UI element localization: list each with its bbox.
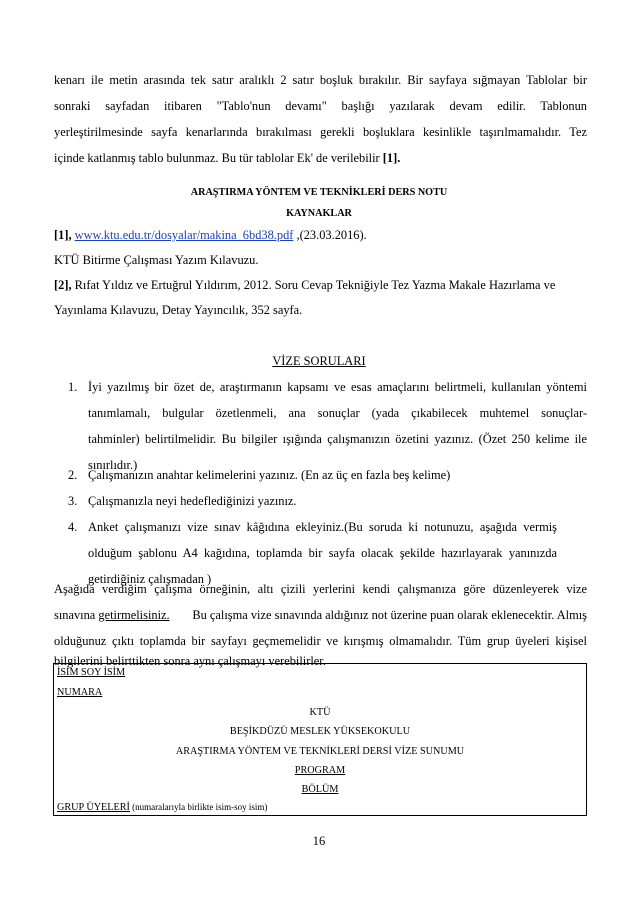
box-course: ARAŞTIRMA YÖNTEM VE TEKNİKLERİ DERSİ VİZE SUNUMU xyxy=(175,746,465,757)
instructions-line-2 xyxy=(54,602,587,628)
references-heading: KAYNAKLAR xyxy=(286,208,352,219)
question-4-line-1: Anket çalışmanızı vize sınav kâğıdına ekleyiniz.(Bu soruda ki notunuzu, aşağıda vermiş xyxy=(88,520,557,534)
question-2-number: 2. xyxy=(68,468,78,482)
box-university: KTÜ xyxy=(309,707,331,718)
instructions-line-2-lead xyxy=(54,602,170,628)
question-1-line-4: sınırlıdır.) xyxy=(88,458,138,472)
question-1-line-3: tahminler) belirtilmelidir. Bu bilgiler ışığında çalışmanızın özetini yazınız. (Özet 250 kelime ile xyxy=(88,432,587,446)
intro-line-4 xyxy=(54,145,400,171)
reference-2-line-1: Rıfat Yıldız ve Ertuğrul Yıldırım, 2012. Soru Cevap Tekniğiyle Tez Yazma Makale Hazırlama ve xyxy=(71,278,556,292)
reference-1-date: ,(23.03.2016). xyxy=(293,228,367,242)
template-box xyxy=(53,663,587,816)
instructions-line-3: olduğunuz çıktı toplamda bir sayfayı geçmemelidir ve kırışmış olmamalıdır. Tüm grup üyeleri kişisel xyxy=(54,634,587,648)
question-3-number: 3. xyxy=(68,494,78,508)
reference-2-line-2: Yayınlama Kılavuzu, Detay Yayıncılık, 352 sayfa. xyxy=(54,303,303,317)
question-4-line-2: olduğum şablonu A4 kağıdına, toplamda bir sayfa olacak şekilde hazırlayarak yanınızda xyxy=(88,546,557,560)
box-name: İSİM SOY İSİM xyxy=(57,667,126,678)
box-program-text: PROGRAM xyxy=(294,765,346,776)
box-department xyxy=(54,784,586,795)
box-group-label: GRUP ÜYELERİ xyxy=(57,802,130,813)
box-group-note: (numaralarıyla birlikte isim-soy isim) xyxy=(129,802,268,812)
questions-title-text: VİZE SORULARI xyxy=(272,354,366,368)
course-heading: ARAŞTIRMA YÖNTEM VE TEKNİKLERİ DERS NOTU xyxy=(190,187,448,198)
reference-1-title: KTÜ Bitirme Çalışması Yazım Kılavuzu. xyxy=(54,253,259,267)
instructions-line-2-post: Bu çalışma vize sınavında aldığınız not üzerine puan olarak eklenecektir. Almış xyxy=(192,608,587,622)
question-3-line-1: Çalışmanızla neyi hedeflediğinizi yazınız. xyxy=(88,494,297,508)
reference-2-label: [2], xyxy=(54,278,72,292)
box-school: BEŞİKDÜZÜ MESLEK YÜKSEKOKULU xyxy=(229,726,411,737)
reference-1 xyxy=(54,222,367,248)
intro-citation: [1]. xyxy=(382,151,401,165)
box-number: NUMARA xyxy=(57,687,103,698)
instructions-line-1: Aşağıda verdiğim çalışma örneğinin, altı çizili yerlerini kendi çalışmanıza göre düzenleyerek vize xyxy=(54,582,587,596)
intro-line-2: sonraki sayfadan itibaren "Tablo'nun devamı" başlığı yazılarak devam edilir. Tablonun xyxy=(54,99,587,113)
instructions-line-4: bilgilerini belirttikten sonra aynı çalışmayı verebilirler. xyxy=(54,654,326,668)
question-4-number: 4. xyxy=(68,520,78,534)
box-program xyxy=(54,765,586,776)
question-1-line-1: İyi yazılmış bir özet de, araştırmanın kapsamı ve esas amaçlarını belirtmeli, kullanılan yöntemi xyxy=(88,380,587,394)
question-4-line-3: getirdiğiniz çalışmadan ) xyxy=(88,572,212,586)
question-1-number: 1. xyxy=(68,380,78,394)
question-2-line-1: Çalışmanızın anahtar kelimelerini yazınız. (En az üç en fazla beş kelime) xyxy=(88,468,451,482)
intro-line-1: kenarı ile metin arasında tek satır aralıklı 2 satır boşluk bırakılır. Bir sayfaya sığmayan Tablolar bir xyxy=(54,73,587,87)
reference-2 xyxy=(54,272,555,298)
instructions-line-2-pre: sınavına xyxy=(54,608,99,622)
reference-1-label: [1], xyxy=(54,228,72,242)
reference-1-link[interactable]: www.ktu.edu.tr/dosyalar/makina_6bd38.pdf xyxy=(74,228,294,242)
page-number: 16 xyxy=(312,834,326,848)
questions-title xyxy=(0,354,638,369)
instructions-underlined: getirmelisiniz. xyxy=(98,608,170,622)
box-department-text: BÖLÜM xyxy=(301,784,339,795)
intro-line-4-text: içinde katlanmış tablo bulunmaz. Bu tür tablolar Ek' de verilebilir xyxy=(54,151,380,165)
intro-line-3: yerleştirilmesinde sayfa kenarlarında bırakılması gerekli boşluklara kesinlikle taşırılmamalıdır. Tez xyxy=(54,125,587,139)
box-group xyxy=(57,802,267,813)
question-1-line-2: tanımlamalı, bulgular özetlenmeli, ana sonuçlar (yada çıkabilecek muhtemel sonuçlar- xyxy=(88,406,587,420)
